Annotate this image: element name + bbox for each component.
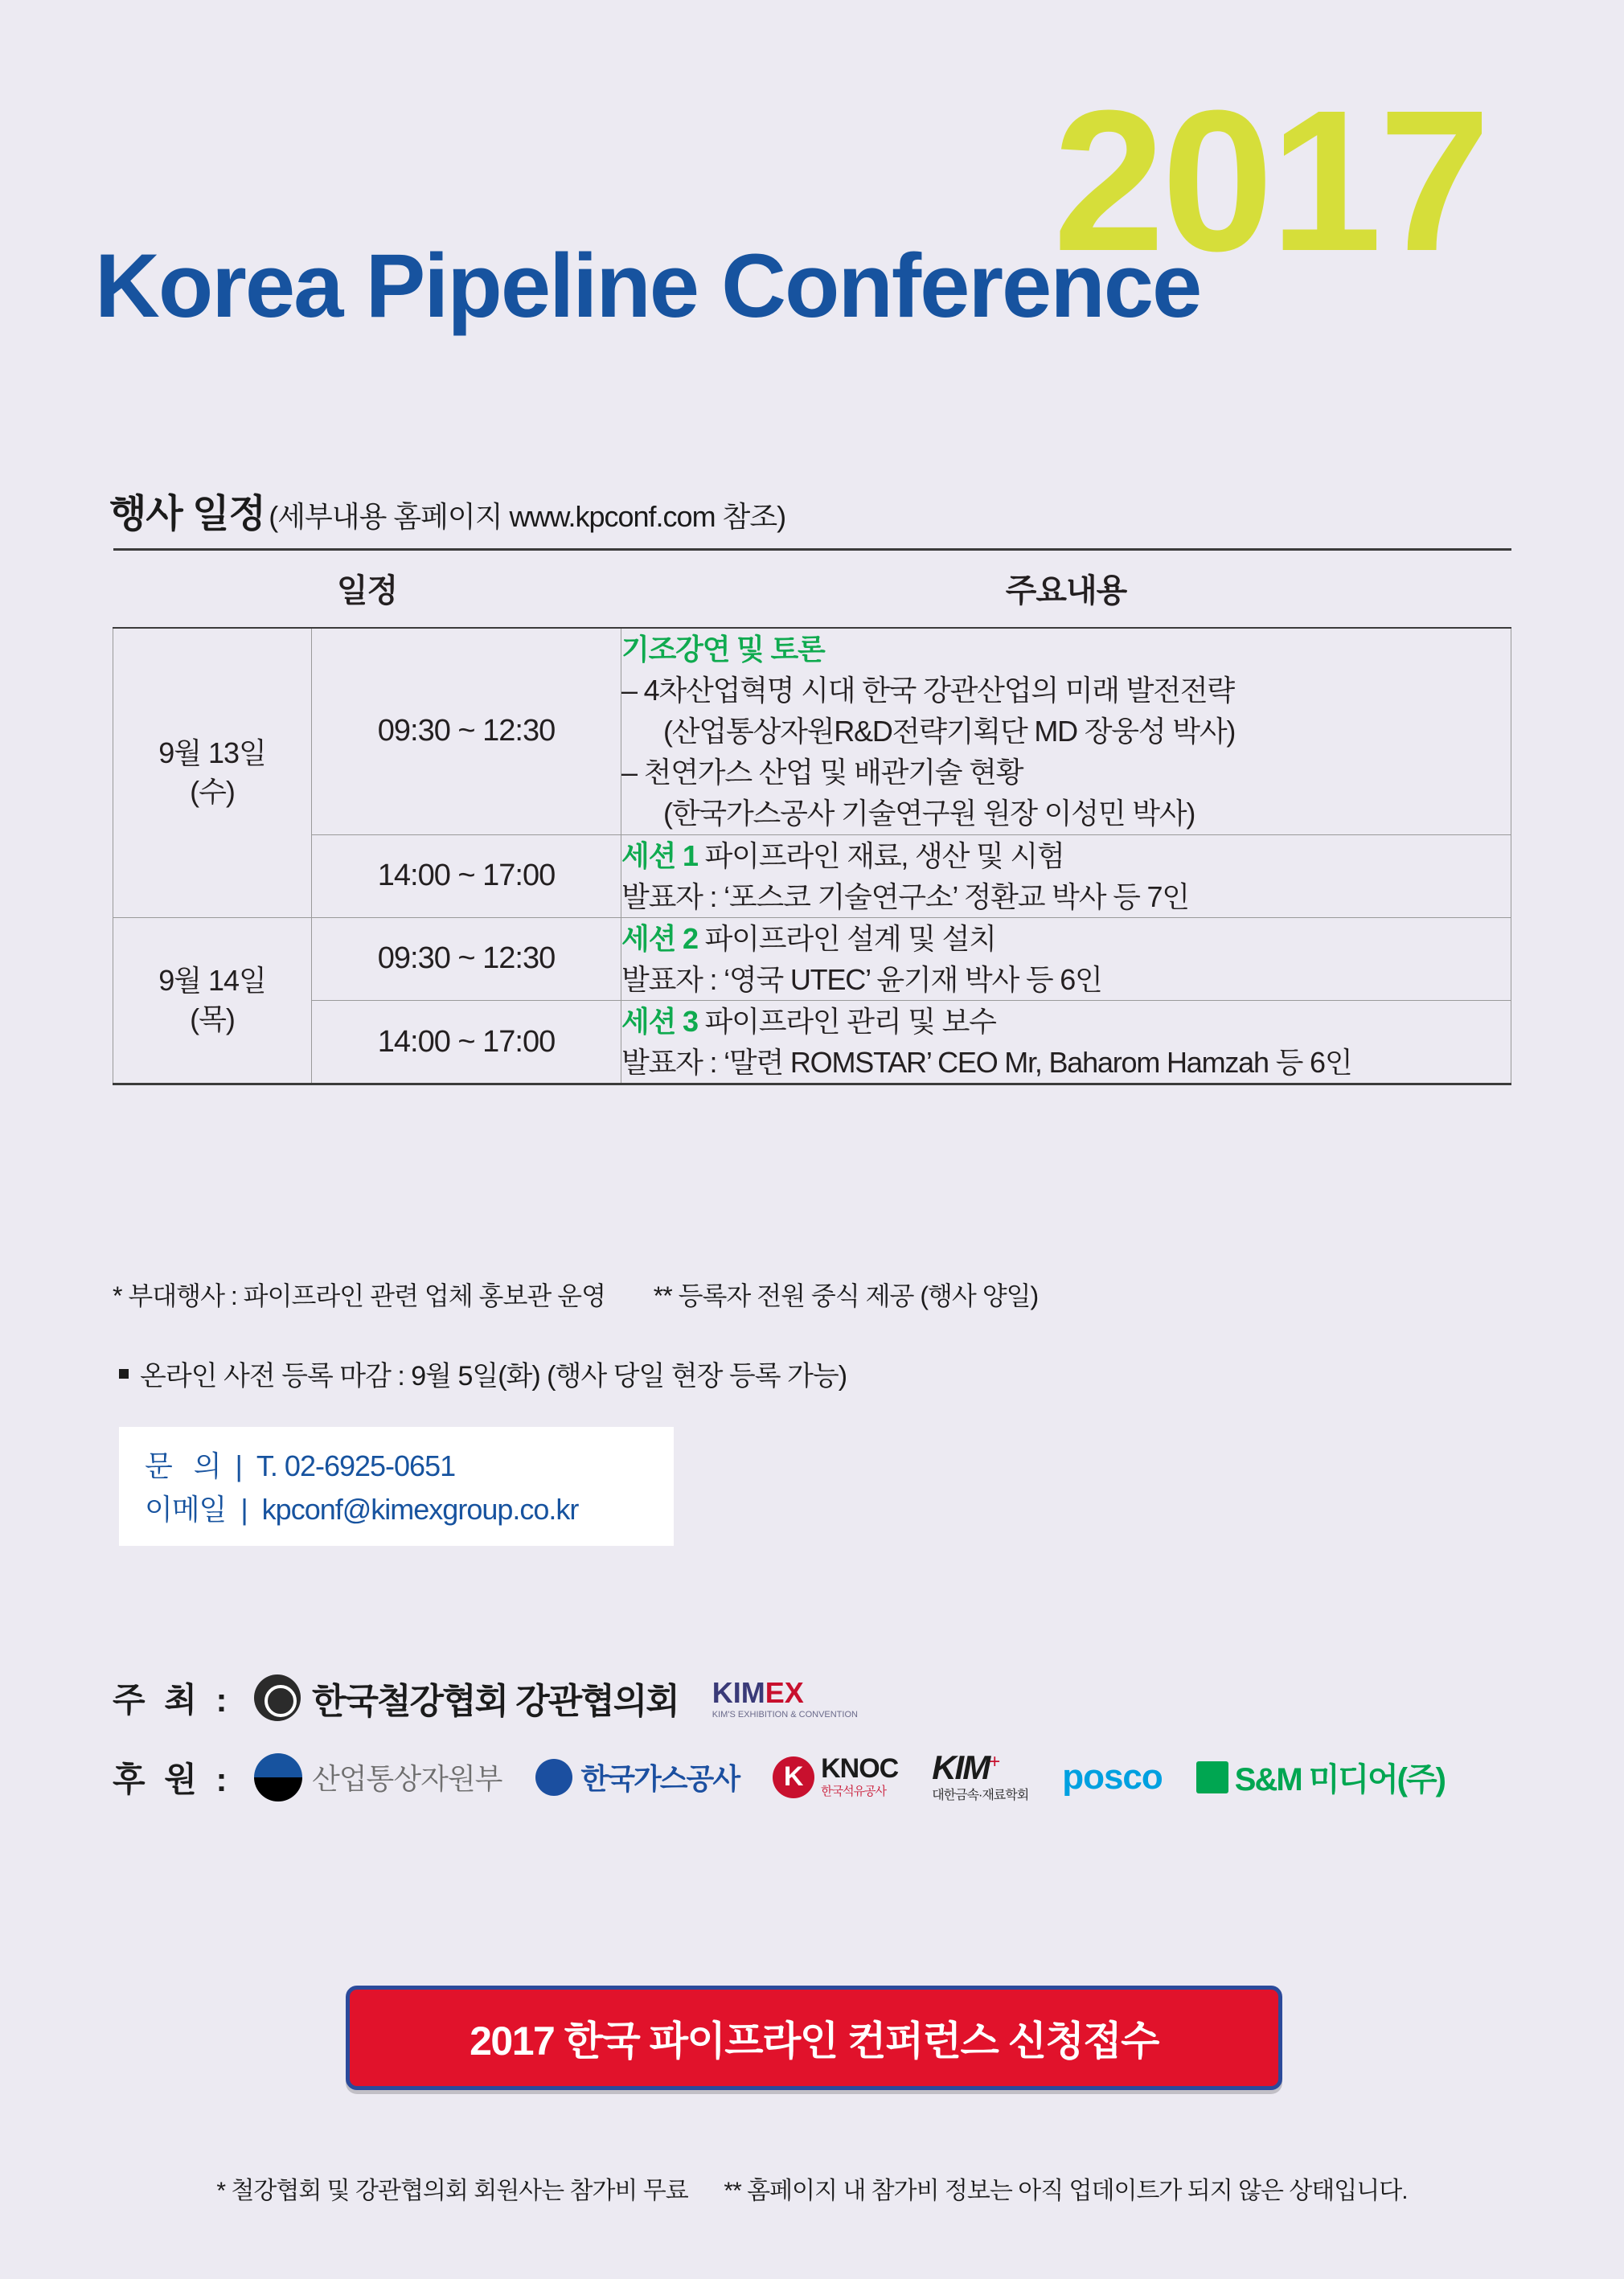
page-title: Korea Pipeline Conference [95, 236, 1201, 336]
date-line1: 9월 13일 [158, 736, 266, 769]
schedule-heading-main: 행사 일정 [109, 493, 265, 535]
taegeuk-icon [254, 1753, 302, 1801]
supporters-row [113, 1748, 1528, 1803]
year-text: 2017 [1052, 68, 1487, 293]
cell-date [113, 628, 312, 917]
kogas-circle-icon [535, 1759, 572, 1796]
registration-deadline [119, 1354, 847, 1393]
cell-time: 09:30 ~ 12:30 [312, 628, 621, 834]
plus-icon: + [989, 1751, 1001, 1773]
contact-box [119, 1427, 674, 1546]
schedule-heading [109, 482, 785, 538]
session-title: 파이프라인 재료, 생산 및 시험 [704, 838, 1064, 872]
logo-kogas [535, 1756, 739, 1797]
presenter-line: 발표자 : ‘영국 UTEC’ 윤기재 박사 등 6인 [621, 962, 1102, 996]
cell-content [621, 834, 1511, 917]
footnote [0, 2170, 1624, 2206]
date-line1: 9월 14일 [158, 963, 266, 997]
footnote-left: * 철강협회 및 강관협의회 회원사는 참가비 무료 [216, 2178, 688, 2204]
logo-kimex [712, 1676, 858, 1719]
logo-posco [1062, 1757, 1163, 1797]
schedule-table [113, 548, 1511, 1085]
knoc-subtitle: 한국석유공사 [821, 1785, 887, 1798]
note-side-event: * 부대행사 : 파이프라인 관련 업체 홍보관 운영 [113, 1281, 605, 1310]
contact-email: 이메일 | kpconf@kimexgroup.co.kr [145, 1493, 579, 1526]
session-title: 파이프라인 관리 및 보수 [704, 1004, 996, 1038]
snm-name: S&M 미디어(주) [1234, 1762, 1445, 1797]
content-line: (산업통상자원R&D전략기획단 MD 장웅성 박사) [663, 715, 1236, 748]
table-header-content: 주요내용 [621, 550, 1511, 629]
sponsors-block [113, 1672, 1528, 1830]
logo-motie [254, 1753, 502, 1801]
kim-subtitle: 대한금속·재료학회 [932, 1789, 1029, 1802]
knoc-k-icon: K [773, 1756, 814, 1798]
registration-deadline-text: 온라인 사전 등록 마감 : 9월 5일(화) (행사 당일 현장 등록 가능) [140, 1361, 847, 1392]
cell-content [621, 628, 1511, 834]
kimex-subtitle: KIM'S EXHIBITION & CONVENTION [712, 1710, 858, 1719]
content-line: – 4차산업혁명 시대 한국 강관산업의 미래 발전전략 [621, 674, 1234, 707]
logo-ksa [254, 1672, 679, 1724]
motie-name: 산업통상자원부 [312, 1762, 502, 1795]
snm-badge-icon [1196, 1761, 1228, 1793]
seal-icon [254, 1674, 301, 1721]
square-bullet-icon [119, 1369, 129, 1379]
kimex-wordmark: KIMEX [712, 1676, 804, 1709]
session-label: 기조강연 및 토론 [621, 633, 825, 666]
cell-time: 09:30 ~ 12:30 [312, 917, 621, 1000]
logo-snm [1196, 1754, 1445, 1800]
session-label: 세션 3 [621, 1004, 698, 1038]
logo-kim [932, 1748, 1029, 1803]
session-label: 세션 2 [621, 921, 698, 955]
knoc-name: KNOC [821, 1753, 899, 1784]
table-row [113, 1000, 1511, 1084]
schedule-heading-sub: (세부내용 홈페이지 www.kpconf.com 참조) [269, 500, 786, 533]
content-line: (한국가스공사 기술연구원 원장 이성민 박사) [663, 797, 1195, 830]
host-label: 주 최 : [113, 1681, 232, 1719]
content-line: – 천연가스 산업 및 배관기술 현황 [621, 756, 1023, 789]
table-header-row [113, 550, 1511, 629]
date-line2: (목) [190, 1002, 235, 1036]
apply-button-label: 2017 한국 파이프라인 컨퍼런스 신청접수 [470, 2019, 1159, 2064]
cell-time: 14:00 ~ 17:00 [312, 834, 621, 917]
session-label: 세션 1 [621, 838, 698, 872]
host-row [113, 1672, 1528, 1724]
notes-row [113, 1276, 1038, 1313]
apply-button[interactable] [346, 1986, 1282, 2090]
cell-content [621, 917, 1511, 1000]
posco-name: posco [1062, 1756, 1163, 1797]
table-row [113, 628, 1511, 834]
footnote-right: ** 홈페이지 내 참가비 정보는 아직 업데이트가 되지 않은 상태입니다. [724, 2178, 1408, 2204]
presenter-line: 발표자 : ‘말련 ROMSTAR’ CEO Mr, Baharom Hamzah 등 6인 [621, 1046, 1352, 1080]
cell-date [113, 917, 312, 1084]
date-line2: (수) [190, 775, 235, 809]
note-lunch: ** 등록자 전원 중식 제공 (행사 양일) [653, 1281, 1039, 1310]
logo-knoc [773, 1755, 898, 1799]
kogas-name: 한국가스공사 [580, 1762, 740, 1795]
table-row [113, 917, 1511, 1000]
poster-header [0, 0, 1624, 418]
table-header-date: 일정 [113, 550, 621, 629]
presenter-line: 발표자 : ‘포스코 기술연구소’ 정환교 박사 등 7인 [621, 879, 1189, 913]
table-row [113, 834, 1511, 917]
support-label: 후 원 : [113, 1760, 232, 1798]
kim-name: KIM [932, 1748, 990, 1786]
session-title: 파이프라인 설계 및 설치 [704, 921, 996, 955]
contact-phone: 문 의 | T. 02-6925-0651 [145, 1449, 456, 1482]
cell-content [621, 1000, 1511, 1084]
host-org-name: 한국철강협회 강관협의회 [312, 1682, 679, 1721]
cell-time: 14:00 ~ 17:00 [312, 1000, 621, 1084]
